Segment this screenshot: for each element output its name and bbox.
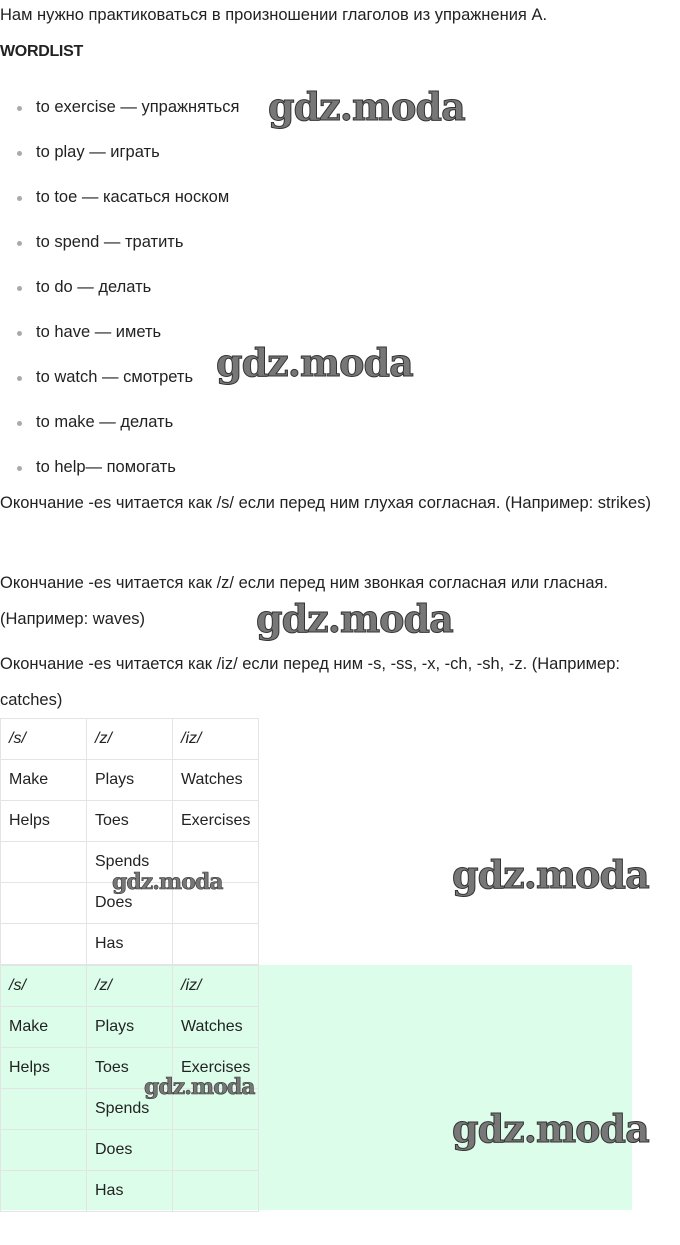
table-row (1, 924, 259, 965)
bullet-icon (17, 376, 22, 381)
bullet-icon (17, 241, 22, 246)
table-cell: Plays (87, 760, 173, 801)
table-row (1, 719, 259, 760)
table-cell: Make (1, 1007, 87, 1048)
wordlist-item: to do — делать (36, 278, 152, 296)
wordlist-item: to toe — касаться носком (36, 188, 230, 206)
table-cell: Does (87, 883, 173, 924)
table-cell (1, 924, 87, 965)
rule-paragraph: Окончание -es читается как /iz/ если перед ним -s, -ss, -x, -ch, -sh, -z. (Например: catches) (0, 655, 620, 709)
table-header-cell: /s/ (1, 719, 87, 760)
table-cell: Exercises (173, 801, 259, 842)
table-cell (173, 924, 259, 965)
wordlist-item: to have — иметь (36, 323, 162, 341)
table-row (1, 1130, 259, 1171)
table-cell (1, 1171, 87, 1212)
watermark-logo: gdz.moda (144, 1074, 255, 1100)
table-cell: Exercises (173, 1048, 259, 1089)
table-cell (1, 842, 87, 883)
bullet-icon (17, 196, 22, 201)
bullet-icon (17, 106, 22, 111)
table-header-cell: /iz/ (173, 719, 259, 760)
table-cell: Watches (173, 1007, 259, 1048)
table-header-cell: /z/ (87, 719, 173, 760)
watermark-logo: gdz.moda (216, 340, 413, 385)
table-row (1, 1007, 259, 1048)
table-cell: Toes (87, 1048, 173, 1089)
table-header-cell: /z/ (87, 966, 173, 1007)
watermark-logo: gdz.moda (452, 852, 649, 897)
table-cell (1, 1089, 87, 1130)
table-cell: Spends (87, 842, 173, 883)
table-cell: Has (87, 924, 173, 965)
table-cell: Does (87, 1130, 173, 1171)
watermark-logo: gdz.moda (112, 869, 223, 895)
table-cell: Spends (87, 1089, 173, 1130)
table-row (1, 801, 259, 842)
table-header-cell: /iz/ (173, 966, 259, 1007)
bullet-icon (17, 466, 22, 471)
bullet-icon (17, 421, 22, 426)
bullet-icon (17, 331, 22, 336)
watermark-logo: gdz.moda (452, 1106, 649, 1151)
wordlist-heading: WORDLIST (0, 43, 83, 60)
table-row (1, 1171, 259, 1212)
table-cell (173, 1130, 259, 1171)
table-cell: Toes (87, 801, 173, 842)
wordlist-item: to play — играть (36, 143, 160, 161)
table-cell: Watches (173, 760, 259, 801)
wordlist-item: to help— помогать (36, 458, 176, 476)
intro-text: Нам нужно практиковаться в произношении глаголов из упражнения А. (0, 6, 548, 24)
wordlist-item: to make — делать (36, 413, 174, 431)
table-cell: Has (87, 1171, 173, 1212)
rule-paragraph: Окончание -es читается как /s/ если перед ним глухая согласная. (Например: strikes) (0, 494, 651, 512)
bullet-icon (17, 286, 22, 291)
pronunciation-table (0, 718, 259, 965)
table-cell: Plays (87, 1007, 173, 1048)
table-header-cell: /s/ (1, 966, 87, 1007)
wordlist-item: to spend — тратить (36, 233, 184, 251)
table-cell: Helps (1, 801, 87, 842)
wordlist-item: to watch — смотреть (36, 368, 194, 386)
table-row (1, 760, 259, 801)
bullet-icon (17, 151, 22, 156)
table-cell (1, 883, 87, 924)
wordlist-item: to exercise — упражняться (36, 98, 240, 116)
table-cell (173, 1171, 259, 1212)
table-cell (1, 1130, 87, 1171)
table-cell: Helps (1, 1048, 87, 1089)
rule-paragraph: Окончание -es читается как /z/ если перед ним звонкая согласная или гласная. (Например: waves) (0, 574, 609, 628)
watermark-logo: gdz.moda (268, 84, 465, 129)
watermark-logo: gdz.moda (256, 596, 453, 641)
table-row (1, 966, 259, 1007)
table-cell: Make (1, 760, 87, 801)
